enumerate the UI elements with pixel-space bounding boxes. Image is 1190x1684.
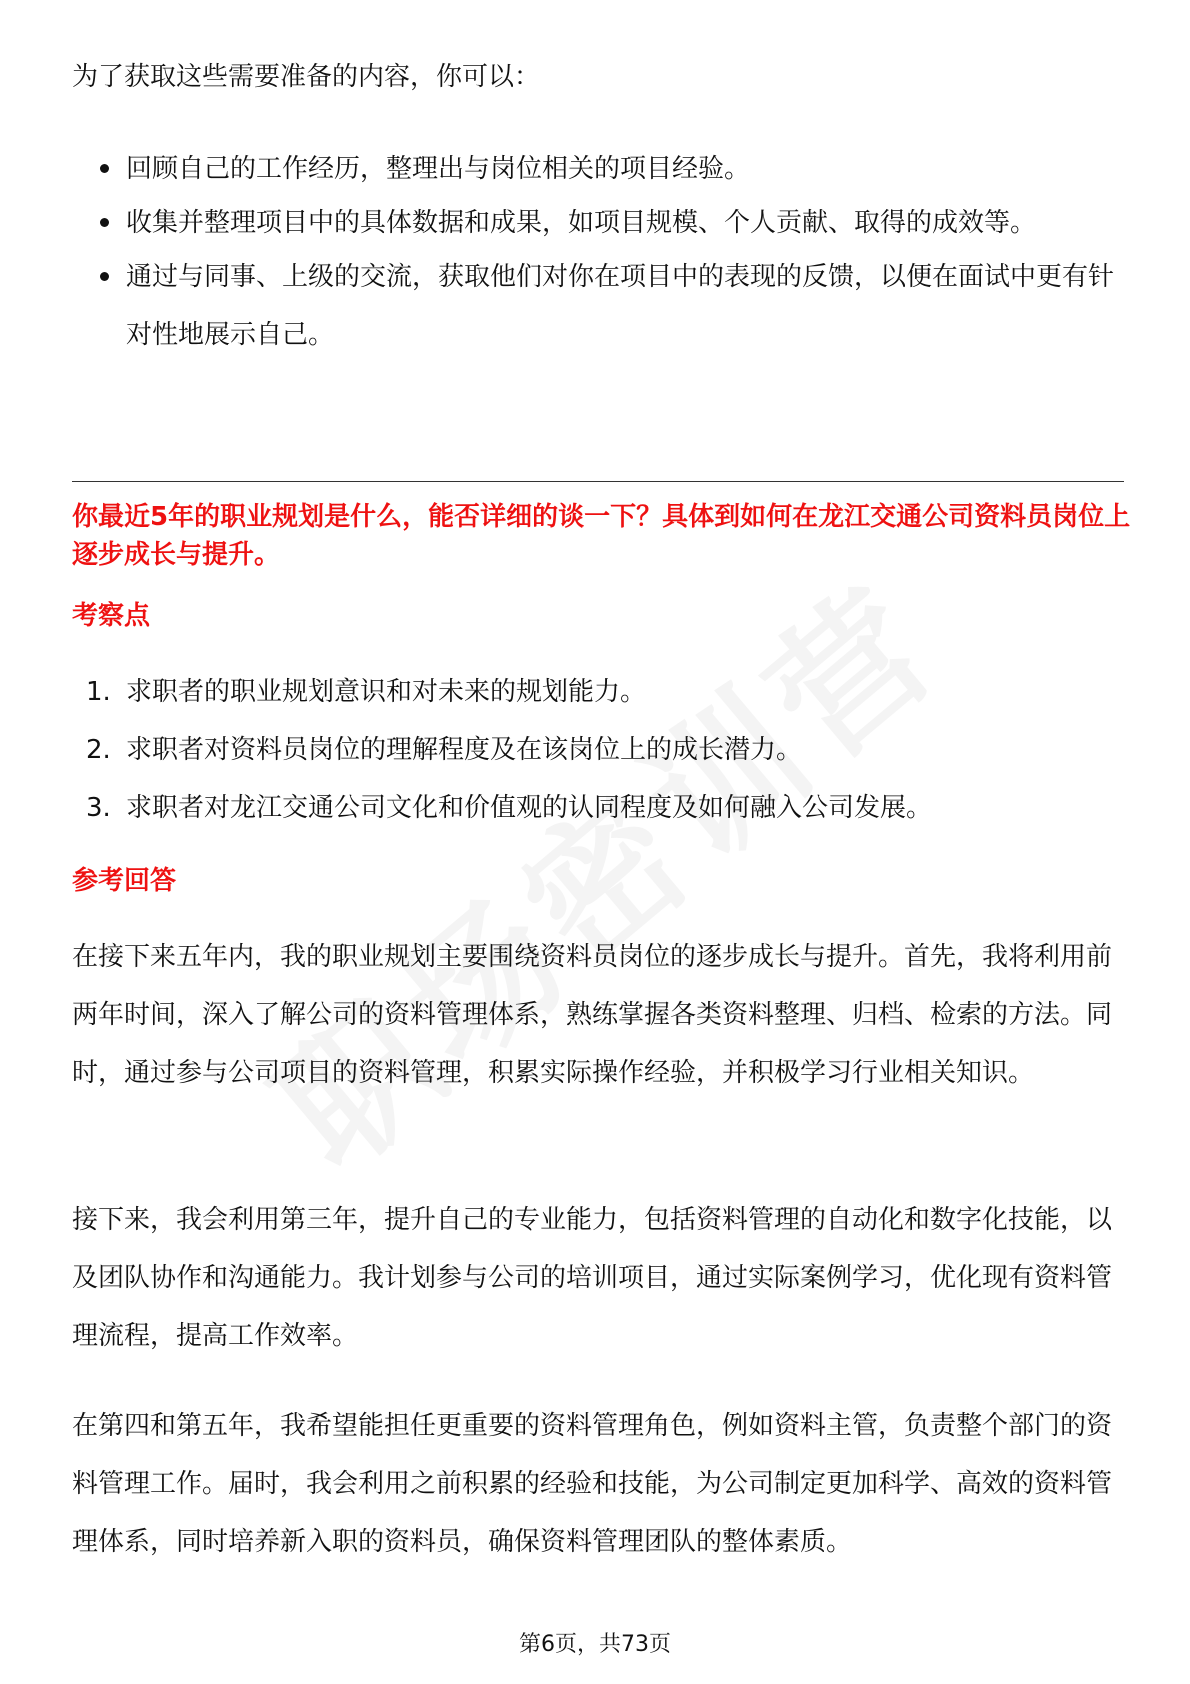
list-number: 1.	[86, 677, 111, 707]
preparation-bullet-list	[72, 140, 1122, 364]
assessment-item	[72, 721, 1122, 779]
bullet-dot-icon	[100, 272, 109, 281]
assessment-text: 求职者的职业规划意识和对未来的规划能力。	[126, 677, 647, 707]
list-number: 2.	[86, 735, 111, 765]
section-divider	[72, 481, 1124, 482]
assessment-text: 求职者对资料员岗位的理解程度及在该岗位上的成长潜力。	[126, 735, 803, 765]
assessment-item	[72, 663, 1122, 721]
assessment-item	[72, 779, 1122, 837]
answer-paragraph: 接下来，我会利用第三年，提升自己的专业能力，包括资料管理的自动化和数字化技能，以及团队协作和沟通能力。我计划参与公司的培训项目，通过实际案例学习，优化现有资料管理流程，提高工作效率。	[72, 1205, 1113, 1351]
list-number: 3.	[86, 793, 111, 823]
assessment-heading: 考察点	[72, 601, 151, 631]
assessment-list	[72, 663, 1122, 837]
bullet-text: 收集并整理项目中的具体数据和成果，如项目规模、个人贡献、取得的成效等。	[126, 208, 1037, 238]
page-footer: 第6页，共73页	[519, 1632, 671, 1657]
answer-heading: 参考回答	[72, 866, 177, 896]
answer-paragraph: 在第四和第五年，我希望能担任更重要的资料管理角色，例如资料主管，负责整个部门的资料管理工作。届时，我会利用之前积累的经验和技能，为公司制定更加科学、高效的资料管理体系，同时培养新入职的资料员，确保资料管理团队的整体素质。	[72, 1411, 1113, 1557]
answer-paragraph: 在接下来五年内，我的职业规划主要围绕资料员岗位的逐步成长与提升。首先，我将利用前两年时间，深入了解公司的资料管理体系，熟练掌握各类资料整理、归档、检索的方法。同时，通过参与公司项目的资料管理，积累实际操作经验，并积极学习行业相关知识。	[72, 942, 1113, 1088]
assessment-text: 求职者对龙江交通公司文化和价值观的认同程度及如何融入公司发展。	[126, 793, 933, 823]
interview-question: 你最近5年的职业规划是什么，能否详细的谈一下？具体到如何在龙江交通公司资料员岗位上逐步成长与提升。	[72, 502, 1131, 570]
intro-paragraph: 为了获取这些需要准备的内容，你可以：	[72, 62, 541, 92]
bullet-item	[72, 194, 1122, 252]
bullet-item	[72, 140, 1122, 198]
watermark	[224, 528, 976, 1208]
bullet-text: 通过与同事、上级的交流，获取他们对你在项目中的表现的反馈，以便在面试中更有针对性地展示自己。	[126, 262, 1115, 350]
bullet-item	[72, 248, 1122, 364]
bullet-text: 回顾自己的工作经历，整理出与岗位相关的项目经验。	[126, 154, 751, 184]
bullet-dot-icon	[100, 164, 109, 173]
bullet-dot-icon	[100, 218, 109, 227]
